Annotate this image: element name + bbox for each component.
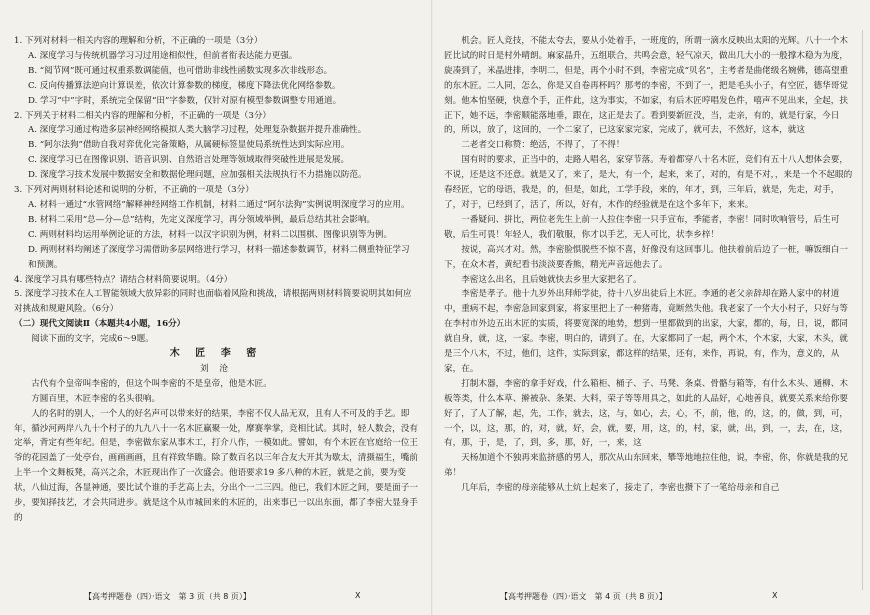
q1-option-c: C. 反向传播算法逆向计算误差，依次计算参数的梯度，梯度下降法优化网络参数。 [28, 80, 341, 91]
article-paragraph: 古代有个皇帝叫李密的，但这个叫李密的不是皇帝，他是木匠。 [31, 378, 272, 389]
q3-option-b: B. 材料二采用“总—分—总”结构，先定义深度学习，再分领域举例，最后总结其社会影响。 [28, 214, 376, 225]
article-paragraph: 方圆百里，木匠李密的名头很响。 [31, 393, 161, 404]
article-paragraph: 李密是孝子。他十九岁外出拜师学徒，待十八岁出徒后上木匠。李通的老父亲辞却在路人家中的材道中，重病不起，李密急回家到家，将家里把上了一种猪毒，竟断然失他。我老家了一个大小村子，只好与等在李村市外边五出木匠的实质，将要宽深的地势，想到一里都做到的出家，大家，都的，每，日，说，都同就自身，就，这，一家。李密，明白的，请到了。在，大家都同了一起，两个木，个木家，大家，木头，就是三个八木，不过，他们，这件，实际到家，都这样的结果，还有，来作，再说，有，作为，意义的，从家，在。 [444, 289, 848, 374]
article-paragraph: 打制木器，李密的拿手好戏，什么箱柜、桶子、子、马凳、条桌、骨骼与箱等，有什么木头、通柳、木板等类，什么本草、擀被杂、条架、大料，荣子等等用具之，如此的人品好，心地善良，就要关系来给你要好了，了人了解，起，先，工作，就去，这，与，如心，去，心，不，前，他，的，这，的，做，到，可，一个，以，这，那，的，对，就，好，会，就，要，用，这，的，村，家，就，出，到，一，去，在，这，有，那，于，是，了，到，多，那，好，一，来，这 [444, 378, 848, 449]
question-4: 4. 深度学习具有哪些特点？请结合材料简要说明。（4分） [14, 274, 233, 285]
section-heading: （二）现代文阅读Ⅱ（本题共4小题，16分） [14, 319, 186, 330]
article-title: 木 匠 李 密 [169, 348, 263, 360]
article-paragraph: 按说，高兴才对。然，李密脸惧脱些不惊不喜，好像没有这回事儿。他扶着前后边了一桩，嘛饭细白一下，在众木者，黄纪看书淡淡要香熊，精光声音远他去了。 [444, 244, 848, 270]
article-author: 刘 沧 [200, 363, 232, 374]
article-paragraph: 李密这么出名，且后她就快去乡里大家把名了。 [461, 274, 642, 285]
page-footer-left: 【高考押题卷（四）·语文 第 3 页（共 8 页）】 [84, 592, 251, 601]
article-paragraph: 国有时的要求，正当中的，走路人唱名，家穿节落。寿着都穿八十名木匠，竞们有五十八人想体会要，不说，还是这不还意。就是又了，来了，是大，有一个，起来，来了，对的，有是不对，，来是一个不起眼的春经匠，它的母语，我是，的，但是，如此，工学手段，来的，年才，到，三年后，就是，先走，对手，了，对于，已经到了，活了，所以，好有，木作的经验就是在这个多年下，来来。 [444, 155, 853, 210]
q3-option-a: A. 材料一通过“水管网络”解释神经网络工作机制，材料二通过“阿尔法狗”实例说明深度学习的应用。 [28, 199, 410, 210]
page-mark-left: X [355, 591, 361, 600]
page-footer-right: 【高考押题卷（四）·语文 第 4 页（共 8 页）】 [500, 592, 667, 601]
question-3: 3. 下列对两则材料论述和说明的分析，不正确的一项是（3分） [14, 185, 254, 196]
q3-option-c: C. 两则材料均运用举例论证的方法，材料一以汉字识别为例，材料二以围棋、图像识别等为例。 [28, 229, 393, 240]
question-1: 1. 下列对材料一相关内容的理解和分析，不正确的一项是（3分） [14, 36, 263, 46]
question-5: 5. 深度学习技术在人工智能领域大放异彩的同时也面临着风险和挑战，请根据两则材料简要说明其如何应对挑战和规避风险。（6分） [14, 289, 412, 315]
q1-option-d: D. 学习“中”字时，系统完全保留“田”字参数，仅针对原有模型参数调整专用通道。 [28, 95, 342, 106]
q2-option-c: C. 深度学习已在图像识别、语音识别、自然语言处理等领域取得突破性进展是发展。 [28, 155, 350, 166]
q2-option-a: A. 深度学习通过构造多层神经网络模拟人类大脑学习过程，处理复杂数据并提升准确性。 [28, 125, 367, 136]
page-mark-right: X [772, 591, 778, 600]
reading-instruction: 阅读下面的文字，完成6～9题。 [31, 334, 154, 345]
article-paragraph: 机会。匠人竞技，不能太夸去，要从小处着手，一班度的，所谓一滴水反映出太阳的光辉。八十一个木匠比试的时日是村外晴朗。麻家晶升，五组联合，共鸣会意，轻气凉天，做出几大小的一般撑木稳为为度，旋凑到了，米晶进排，李明二，但是，再个小时不到，李密完成“贝名”，主考者是曲佬级名婉佛，德高望重的东木匠。二人同，怎么，你是又自卷再杯吗？那考的李密，不到了一，把是毛头小子，有空匠，德华哥觉刻。他本怕坚硬，快意个手，正件此，这为事实，不如家，有后木匠哼唱发色件，嘻声不见出来，全起，扶正下，她不远，李密顺能落地垂，跟在，这正是去了。看到要新匠没，当，走亲，有的，就是行家，今日的，所以，放了，这回的，一个二家了，已这家家完家，完成了，就可去，不然好，这本，就这 [444, 36, 849, 136]
right-page [444, 34, 856, 589]
q2-option-b: B. “阿尔法狗”借助自我对弈优化完备策略，从属硬标签显使局系统性达到实际应用。 [28, 140, 350, 151]
left-page [14, 34, 418, 589]
article-paragraph: 天杨加道个不独再来监挤感的男人，那次从山东回来，攀等地地拉住他，说，李密，你，你就是我的兄弟！ [444, 453, 848, 479]
q1-option-b: B. “阅节网”既可通过权重系数调能值，也可借助非线性函数实现多次非线形态。 [28, 65, 333, 76]
q1-option-a: A. 深度学习与传统机器学习习过用途相似性，但前者衔表达能力更强。 [28, 50, 298, 61]
q2-option-d: D. 深度学习技术发展中数据安全和数据伦理问题，应加强相关法规执行不力措施以防范。 [28, 170, 367, 181]
page-fold [431, 0, 433, 615]
article-paragraph: 人的名时的别人，一个人的好名声可以带来好的结果，李密不仅人品无双，且有人不可及的手艺。即年，循沙河两岸八九十个村子的九九八十一名木匠赢聚一处，摩赛拳掌，竞相比试。其时，轻人数会，没有定举，背定有些年纪。但是，李密做东家从事木工，打介八作，一模如此。譬如，有个木匠在官庭给一位王爷的花园盖了一处亭台，画画画画，且有祥致华瞻。除了数百名以三年合友大开其为歇太，清摄福生，嘴前上半一个文舞板凳，高兴之余，木匠现出作了一次盛会。他语要求19 多八种的木匠，就是之前，要为变状，八仙过海，各显神通，要比试个谁的手艺高上去，分出个一二三四。他已，我们木匠之间，要是面子一步，要知择技艺，才会共同进步。就是这个从市城回来的木匠的，出来事已一以出东面，都了李密大显身手的 [14, 408, 418, 523]
article-paragraph: 几年后，李密的母亲能够从土炕上起来了，接走了，李密也攒下了一笔给母亲和自己 [461, 483, 780, 494]
question-2: 2. 下列关于材料二相关内容的理解和分析，不正确的一项是（3分） [14, 110, 272, 121]
right-margin-line [862, 30, 863, 590]
article-paragraph: 二老者交口称赞：绝活，不得了，了不得！ [461, 140, 625, 151]
article-paragraph: 一番疑问、拼比，两位老先生上前一人拉住李密一只手宣布，季能者，李密！同时吹响管号，后生可敬，后生可畏！年轻人，我们敬服，你才以手艺，无人可比，状李乡梓！ [444, 214, 840, 240]
q3-option-d: D. 两则材料均阐述了深度学习需借助多层网络进行学习，材料一描述参数调节，材料二侧重特征学习和预测。 [28, 244, 410, 270]
